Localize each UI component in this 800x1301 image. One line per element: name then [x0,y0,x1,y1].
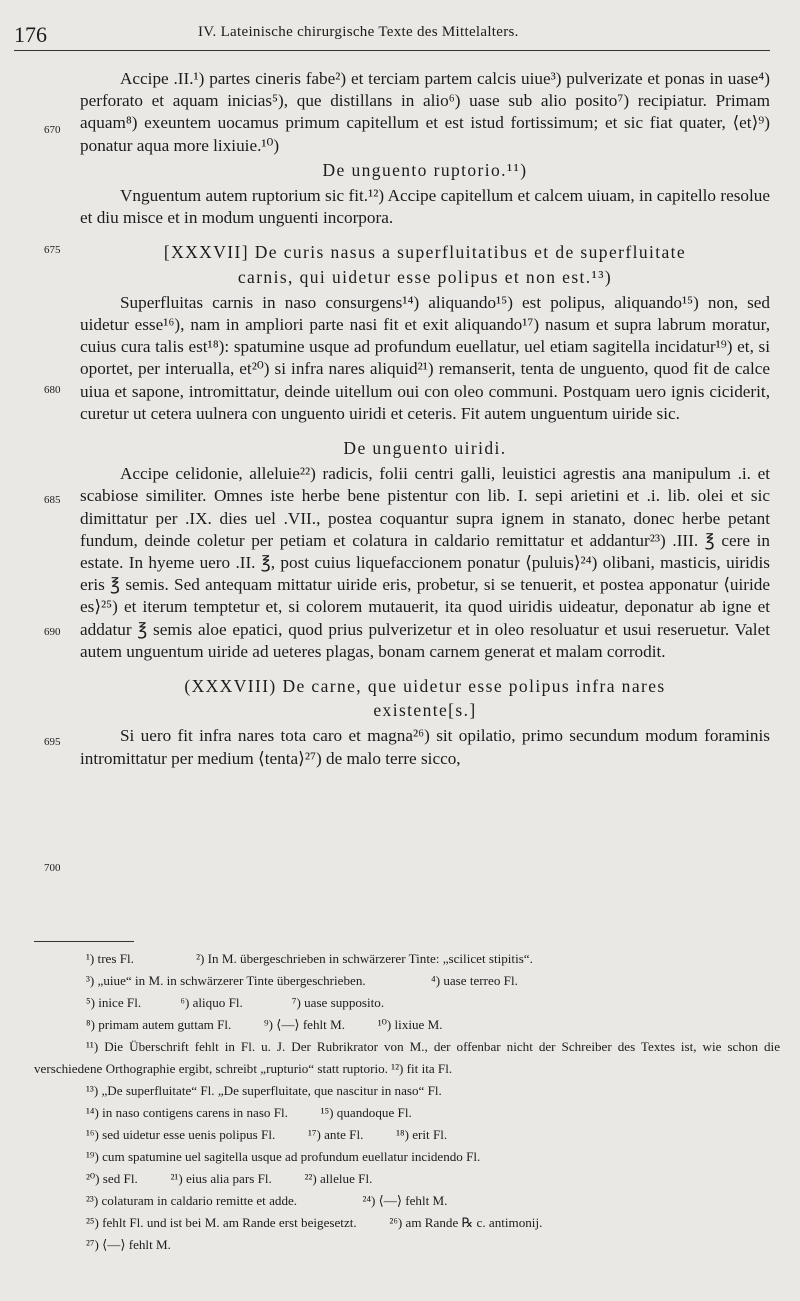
footnote-line: ⁸) primam autem guttam Fl. ⁹) ⟨—⟩ fehlt M. ¹⁰) lixiue M. [86,1017,443,1032]
line-number: 685 [44,494,61,506]
footnote-line: ²³) colaturam in caldario remitte et adde. ²⁴) ⟨—⟩ fehlt M. [86,1193,448,1208]
footnote-line: ¹⁹) cum spatumine uel sagitella usque ad profundum euellatur incidendo Fl. [86,1149,481,1164]
footnote-line: ²⁷) ⟨—⟩ fehlt M. [86,1237,171,1252]
line-number: 690 [44,626,61,638]
footnote-line: ³) „uiue“ in M. in schwärzerer Tinte übergeschrieben. ⁴) uase terreo Fl. [86,973,518,988]
page-header [14,20,770,51]
paragraph: Accipe .II.¹) partes cineris fabe²) et terciam partem calcis uiue³) pulverizate et ponas in uase⁴) perforato et aquam inicias⁵), que distillans in alio⁶) uase sub alio posito⁷) recipiatur. Primam aquam⁸) exeuntem uocamus primum capitellum et est istud fortissimum; et sic fiat quater, ⟨et⟩⁹) ponatur aqua more lixiuie.¹⁰) [80,69,770,155]
footnote-line: ⁵) inice Fl. ⁶) aliquo Fl. ⁷) uase supposito. [86,995,385,1010]
page-number: 176 [14,22,47,47]
chapter-heading: [XXXVII] De curis nasus a superfluitatibus et de superfluitate [163,242,687,263]
line-number: 675 [44,244,61,256]
section-heading: De unguento ruptorio.¹¹) [322,159,528,180]
line-number: 695 [44,736,61,748]
running-title: IV. Lateinische chirurgische Texte des Mittelalters. [198,24,519,40]
line-number: 700 [44,862,61,874]
footnote-line: ¹⁴) in naso contigens carens in naso Fl. ¹⁵) quandoque Fl. [86,1105,412,1120]
line-number: 670 [44,124,61,136]
footnote-line: ²⁵) fehlt Fl. und ist bei M. am Rande erst beigesetzt. ²⁶) am Rande ℞ c. antimonij. [86,1215,543,1230]
section-heading: De unguento uiridi. [343,438,507,459]
paragraph: Superfluitas carnis in naso consurgens¹⁴) aliquando¹⁵) est polipus, aliquando¹⁵) non, sed uidetur esse¹⁶), nam in ampliori parte nasi fit et exit aliquando¹⁷) nasum et supra labrum moratur, cuius cura talis est¹⁸): spatumine usque ad profundum euellatur, uel etiam sagitella incidatur¹⁹) et, si oportet, per interualla, et²⁰) si infra nares aliquid²¹) remanserit, tenta de unguento, quod fit de calce uiua et sapone, intromittatur, deinde uitellum oui con oleo communi. Postquam uero ignis ciciderit, curetur ut cetera uulnera con unguento uiridi et ceteris. Fit autem unguentum uiride sic. [80,292,770,423]
paragraph: Vnguentum autem ruptorium sic fit.¹²) Accipe capitellum et calcem uiuam, in capitello resolue et diu misce et in modum unguenti incorpora. [80,186,770,228]
paragraph: Si uero fit infra nares tota caro et magna²⁶) sit opilatio, primo secundum modum foraminis intromittatur per medium ⟨tenta⟩²⁷) de malo terre sicco, [80,726,770,768]
footnote-line: ¹³) „De superfluitate“ Fl. „De superfluitate, que nascitur in naso“ Fl. [86,1083,442,1098]
paragraph: Accipe celidonie, alleluie²²) radicis, folii centri galli, leuistici agrestis ana manipulum .i. et scabiose similiter. Omnes iste herbe bene pistentur con lib. I. sepi arietini et .i. lib. olei et sic dimittatur per .IX. dies uel .VII., postea coquantur supra ignem in stanato, donec herbe petant fundum, deinde coletur per petiam et colatura in caldario remittatur et addantur²³) .III. ℥ cere in estate. In hyeme uero .II. ℥, post cuius liquefaccionem ponatur ⟨puluis⟩²⁴) olibani, masticis, uiridis eris ℥ semis. Sed antequam mittatur uiride eris, probetur, si se tenuerit, et postea apponatur ⟨uiride es⟩²⁵) et iterum temptetur et, si colorem mutauerit, ita quod uiridis uideatur, deponatur ab igne et addatur ℥ semis aloe epatici, quod prius pulverizetur et in oleo resoluatur et usui reseruetur. Valet autem unguentum uiride ad ueteres plagas, bonam carnem generat et malam corrodit. [80,464,770,661]
line-number: 680 [44,384,61,396]
footnote-divider [34,941,134,942]
chapter-heading-cont: existente[s.] [373,700,477,721]
footnote-line: ¹) tres Fl. ²) In M. übergeschrieben in schwärzerer Tinte: „scilicet stipitis“. [86,951,533,966]
main-text [80,68,770,770]
chapter-heading: (XXXVIII) De carne, que uidetur esse polipus infra nares [184,676,666,697]
footnote-line: ¹¹) Die Überschrift fehlt in Fl. u. J. Der Rubrikrator von M., der offenbar nicht der Schreiber des Textes ist, wie schon die verschiedene Orthographie ergibt, schreibt „rupturio“ statt ruptorio. ¹²) fit ita Fl. [34,1039,780,1076]
chapter-heading-cont: carnis, qui uidetur esse polipus et non est.¹³) [237,266,613,287]
footnotes [34,948,780,1256]
footnote-line: ¹⁶) sed uidetur esse uenis polipus Fl. ¹⁷) ante Fl. ¹⁸) erit Fl. [86,1127,448,1142]
footnote-line: ²⁰) sed Fl. ²¹) eius alia pars Fl. ²²) allelue Fl. [86,1171,373,1186]
